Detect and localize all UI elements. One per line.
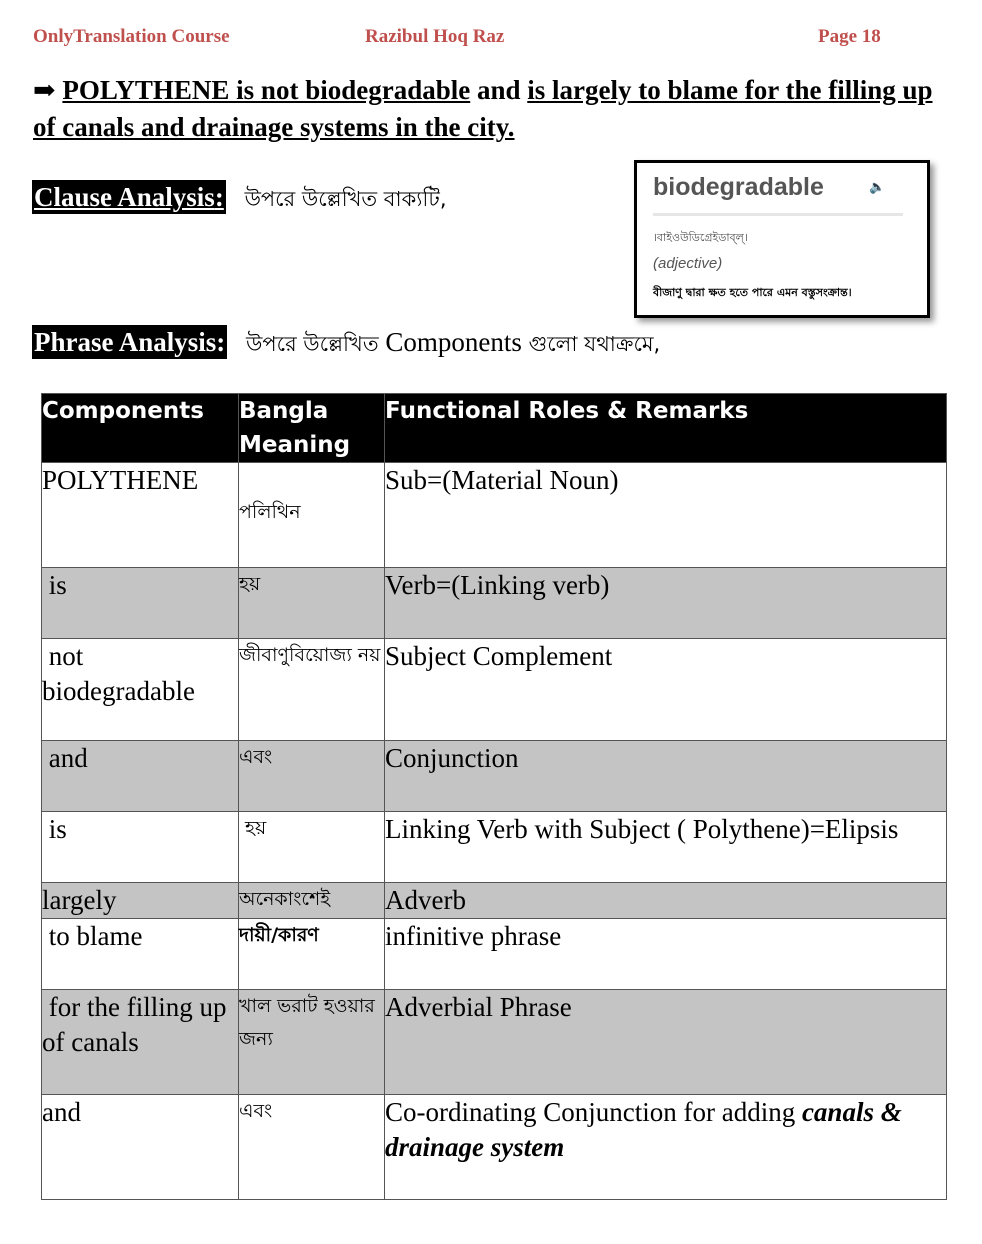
clause-analysis-label: Clause Analysis:	[34, 182, 224, 212]
cell-bangla: জীবাণুবিয়োজ্য নয়	[239, 639, 385, 741]
table-row	[42, 568, 947, 639]
cell-bangla: এবং	[239, 741, 385, 812]
table-row	[42, 919, 947, 990]
sentence-part-1: POLYTHENE is not biodegradable	[62, 75, 471, 105]
page-header	[0, 26, 982, 50]
arrow-icon: ➡	[33, 75, 56, 105]
table-row	[42, 463, 947, 568]
clause-analysis-text: উপরে উল্লেখিত বাক্যটি,	[244, 187, 447, 211]
cell-role: Conjunction	[385, 741, 947, 812]
dictionary-card	[634, 160, 930, 318]
phrase-text-bn-2: গুলো যথাক্রমে,	[528, 332, 661, 356]
phrase-text-bn-1: উপরে উল্লেখিত	[246, 332, 379, 356]
cell-role: infinitive phrase	[385, 919, 947, 990]
cell-bangla: হয়	[239, 812, 385, 883]
table-header-row	[42, 394, 947, 463]
cell-bangla: পলিথিন	[239, 463, 385, 568]
cell-bangla: হয়	[239, 568, 385, 639]
header-bangla-meaning: Bangla Meaning	[239, 394, 385, 463]
phrase-analysis-label: Phrase Analysis:	[34, 327, 226, 357]
page-number: Page 18	[818, 26, 881, 47]
cell-bangla: এবং	[239, 1095, 385, 1200]
table-row	[42, 639, 947, 741]
cell-role: Sub=(Material Noun)	[385, 463, 947, 568]
cell-role: Adverb	[385, 883, 947, 919]
header-roles: Functional Roles & Remarks	[385, 394, 947, 463]
example-sentence	[33, 72, 943, 146]
cell-bangla: অনেকাংশেই	[239, 883, 385, 919]
dictionary-part-of-speech: (adjective)	[653, 255, 723, 272]
cell-component: to blame	[42, 919, 239, 990]
cell-role: Subject Complement	[385, 639, 947, 741]
header-components: Components	[42, 394, 239, 463]
dictionary-meaning: বীজাণু দ্বারা ক্ষত হতে পারে এমন বস্তুসংক্রান্ত।	[653, 286, 852, 299]
speaker-icon[interactable]: 🔈	[869, 179, 886, 194]
cell-role: Adverbial Phrase	[385, 990, 947, 1095]
cell-role: Verb=(Linking verb)	[385, 568, 947, 639]
table-row	[42, 883, 947, 919]
cell-component: and	[42, 1095, 239, 1200]
cell-role: Linking Verb with Subject ( Polythene)=Elipsis	[385, 812, 947, 883]
dictionary-divider	[653, 213, 903, 216]
author-name: Razibul Hoq Raz	[365, 26, 505, 47]
cell-component: POLYTHENE	[42, 463, 239, 568]
cell-bangla: দায়ী/কারণ	[239, 919, 385, 990]
table-row	[42, 741, 947, 812]
cell-role: Co-ordinating Conjunction for adding canals & drainage system	[385, 1095, 947, 1200]
analysis-table	[41, 393, 947, 1200]
table-row	[42, 812, 947, 883]
cell-role-italic: canals & drainage system	[385, 1097, 902, 1162]
course-title: OnlyTranslation Course	[33, 26, 230, 47]
table-row	[42, 990, 947, 1095]
phrase-analysis	[32, 325, 660, 363]
cell-component: largely	[42, 883, 239, 919]
cell-component: for the filling up of canals	[42, 990, 239, 1095]
cell-component: and	[42, 741, 239, 812]
table-row	[42, 1095, 947, 1200]
cell-component: is	[42, 812, 239, 883]
cell-bangla: খাল ভরাট হওয়ার জন্য	[239, 990, 385, 1095]
sentence-part-3: is largely to blame for the filling up of canals and drainage systems in the city.	[33, 75, 933, 142]
sentence-part-2: and	[470, 75, 528, 105]
dictionary-pronunciation: ।বাইওউডিগ্রেইডাব্‌ল্‌।	[653, 231, 748, 244]
clause-analysis	[32, 180, 447, 218]
phrase-text-en: Components	[385, 327, 522, 357]
clause-colon: :	[214, 182, 224, 212]
cell-component: is	[42, 568, 239, 639]
dictionary-word: biodegradable	[653, 173, 824, 201]
cell-component: not biodegradable	[42, 639, 239, 741]
